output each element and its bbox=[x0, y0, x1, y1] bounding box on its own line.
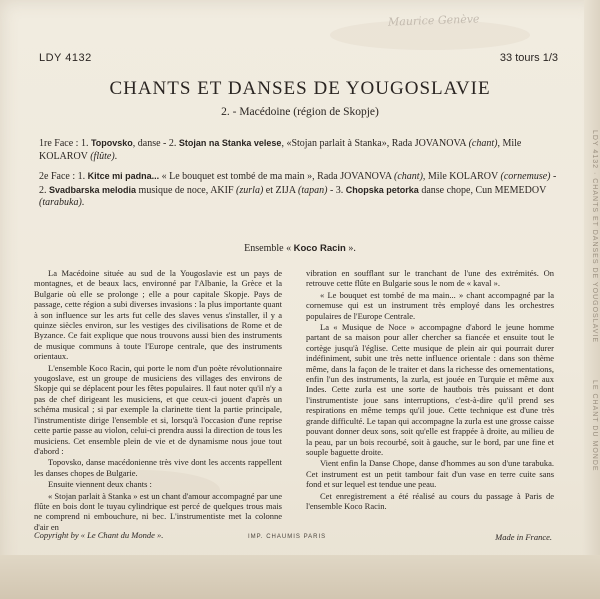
side-label: 2e Face : bbox=[39, 171, 76, 182]
track-text: danse chope, Cun MEMEDOV bbox=[418, 184, 547, 196]
liner-paragraph: La « Musique de Noce » accompagne d'abord le jeune homme partant de sa maison pour aller chercher sa fiancée et ensuite tout le cortège jusqu'à l'église. Cette musique de plein air qui pourrait durer indéfiniment, subit une très nette influence orientale : dans son thème même, dans la façon de le traiter et dans la richesse des ornementations, enfin l'un des instruments, la zurla, est jouée en Turquie et même aux Indes. Cette zurla est une sorte de hautbois très puissant et dont l'instrumentiste joue sans interruptions, c'est-à-dire qu'il prend ses respirations en même temps qu'il joue. Cette technique est d'une très grande difficulté. Le tapan qui accompagne la zurla est une grosse caisse pouvant donner deux sons, soit qu'elle est frappée à droite, au milieu de la peau, par un bois recourbé, soit à gauche, sur le bord, par une fine et souple baguette droite. bbox=[306, 322, 554, 457]
instrument-note: (tapan) bbox=[298, 184, 328, 196]
spine-text-lower: LE CHANT DU MONDE bbox=[591, 380, 598, 472]
ensemble-name: Koco Racin bbox=[293, 243, 346, 254]
record-speed: 33 tours 1/3 bbox=[499, 52, 558, 64]
side-label: 1re Face : bbox=[39, 138, 79, 149]
handwritten-signature: Maurice Genève bbox=[387, 12, 480, 29]
spine-text-upper: LDY 4132 · CHANTS ET DANSES DE YOUGOSLAVIE bbox=[591, 130, 598, 344]
track-text: , danse - 2. bbox=[132, 138, 179, 149]
instrument-note: (chant) bbox=[468, 138, 498, 149]
side-two-tracklist bbox=[39, 170, 559, 210]
catalog-number: LDY 4132 bbox=[39, 52, 92, 64]
instrument-note: (flûte) bbox=[90, 150, 115, 162]
track-title: Chopska petorka bbox=[345, 184, 419, 195]
ensemble-suffix: ». bbox=[345, 243, 356, 254]
track-text: « Le bouquet est tombé de ma main », Rada JOVANOVA bbox=[159, 171, 395, 182]
track-title: Stojan na Stanka velese bbox=[178, 138, 282, 148]
liner-paragraph: « Stojan parlait à Stanka » est un chant d'amour accompagné par une flûte en bois dont le tuyau cylindrique est percé de quelques trous mais ne comprend ni embouchure, ni bec. L'instrumentiste met la colonne d'air en bbox=[34, 490, 282, 532]
liner-notes-left-column bbox=[34, 268, 282, 533]
track-title: Svadbarska melodia bbox=[49, 184, 137, 195]
liner-paragraph: La Macédoine située au sud de la Yougoslavie est un pays de montagnes, et de beaux lacs, environné par l'Albanie, la Grèce et la Bulgarie où elle se prolonge ; elle a pour capitale Skopje. Pays de passage, cette région a subi diverses invasions : la plus importante quant à son influence sur les arts fut celle des slaves venus s'installer, il y a quinze siècles environ, sur les vestiges des civilisations de Rome et de Byzance. Ce fait explique que nous trouvons aussi bien des instruments de musique communs à toute l'Europe centrale, que des instruments orientaux. bbox=[34, 268, 282, 362]
track-title: Topovsko bbox=[90, 138, 133, 148]
sleeve-bottom-strip bbox=[0, 555, 600, 599]
track-text: . bbox=[114, 150, 118, 162]
instrument-note: (zurla) bbox=[236, 184, 264, 196]
track-title: Kitce mi padna... bbox=[87, 171, 160, 181]
track-text: 1. bbox=[77, 171, 88, 182]
liner-paragraph: vibration en soufflant sur le tranchant de l'une des extrémités. On retrouve cette flûte en Bulgarie sous le nom de « kaval ». bbox=[306, 268, 554, 289]
album-subtitle: 2. - Macédoine (région de Skopje) bbox=[221, 106, 379, 118]
track-text: , Mile KOLAROV bbox=[422, 171, 501, 182]
album-title: CHANTS ET DANSES DE YOUGOSLAVIE bbox=[109, 78, 491, 99]
track-text: 1. bbox=[80, 138, 91, 149]
track-text: musique de noce, AKIF bbox=[136, 184, 237, 196]
liner-paragraph: Topovsko, danse macédonienne très vive dont les accents rappellent les danses chopes de Bulgarie. bbox=[34, 457, 282, 478]
track-text: - 2. bbox=[39, 171, 557, 196]
liner-paragraph: « Le bouquet est tombé de ma main... » chant accompagné par la cornemuse qui est un instrument très employé dans les orchestres populaires de l'Europe Centrale. bbox=[306, 289, 554, 321]
track-text: . bbox=[81, 197, 85, 208]
track-text: - 3. bbox=[327, 184, 346, 196]
liner-paragraph: L'ensemble Koco Racin, qui porte le nom d'un poète révolutionnaire yougoslave, est un groupe de musiciens des villages des environs de Skopje qui se déplacent pour les fêtes populaires. Il faut noter qu'il n'y a pas de chef dirigeant les musiciens, et que ceux-ci jouent d'après un schéma musical ; si par exemple la clarinette tient la partie principale, l'instrumentiste dirige l'ensemble et si, lorsqu'à l'occasion d'une reprise cette partie passe au violon, celui-ci prendra aussi la direction de tous les musiciens. Cet ensemble plein de vie et de dynamisme nous joue tout d'abord : bbox=[34, 362, 282, 456]
side-one-tracklist bbox=[39, 137, 559, 163]
instrument-note: (chant) bbox=[394, 171, 423, 182]
ensemble-prefix: Ensemble « bbox=[244, 243, 294, 254]
made-in-notice: Made in France. bbox=[495, 532, 552, 542]
track-text: et ZIJA bbox=[263, 184, 298, 196]
liner-notes-right-column bbox=[306, 268, 554, 512]
instrument-note: (cornemuse) bbox=[500, 171, 551, 182]
track-text: , «Stojan parlait à Stanka», Rada JOVANOVA bbox=[281, 138, 469, 149]
printer-credit: IMP. CHAUMIS PARIS bbox=[248, 534, 327, 540]
liner-paragraph: Cet enregistrement a été réalisé au cours du passage à Paris de l'ensemble Koco Racin. bbox=[306, 490, 554, 511]
ensemble-credit bbox=[0, 243, 600, 254]
track-text: , Mile KOLAROV bbox=[39, 138, 522, 162]
copyright-notice: Copyright by « Le Chant du Monde ». bbox=[34, 530, 164, 540]
instrument-note: (tarabuka) bbox=[39, 197, 82, 208]
liner-paragraph: Vient enfin la Danse Chope, danse d'hommes au son d'une tarabuka. Cet instrument est un petit tambour fait d'un vase en terre cuite sans fond et sur lequel est tendue une peau. bbox=[306, 458, 554, 490]
liner-paragraph: Ensuite viennent deux chants : bbox=[48, 479, 152, 490]
